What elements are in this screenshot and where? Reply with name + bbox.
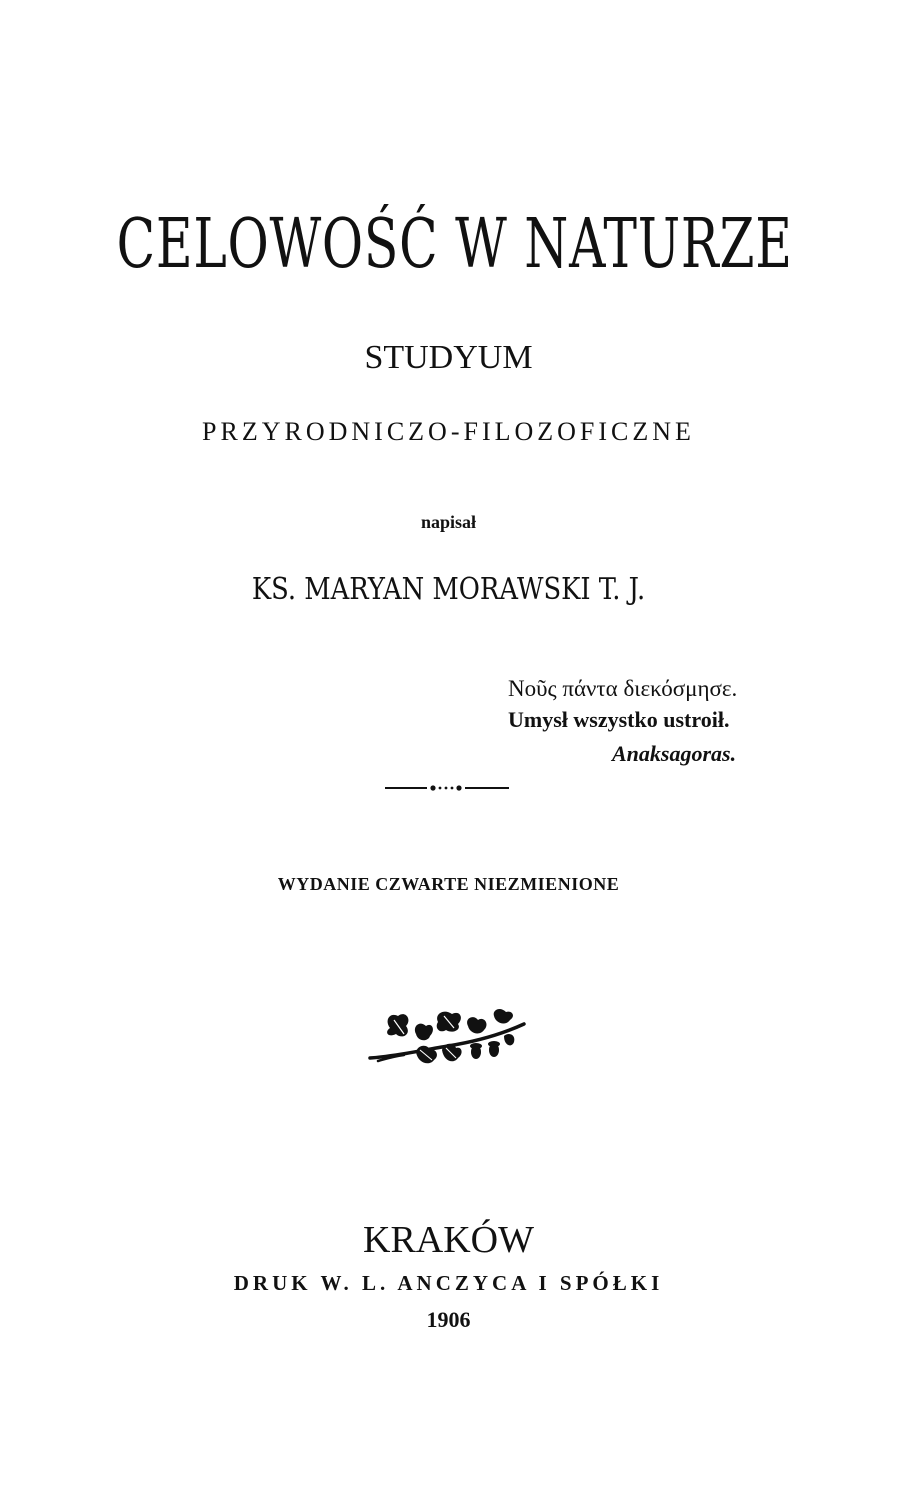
edition-note: WYDANIE CZWARTE NIEZMIENIONE (277, 874, 620, 894)
dotted-rule-divider-icon (383, 778, 511, 798)
epigraph-attribution: Anaksagoras. (612, 741, 737, 766)
page-title: CELOWOŚĆ W NATURZE (116, 205, 793, 284)
byline: napisał (420, 512, 477, 532)
oak-leaf-branch-ornament-icon (368, 1006, 528, 1068)
imprint-city: KRAKÓW (363, 1219, 534, 1261)
author-name: KS. MARYAN MORAWSKI T. J. (251, 572, 646, 607)
epigraph-greek: Νοῦς πάντα διεκόσμησε. (508, 676, 738, 701)
imprint-printer: DRUK W. L. ANCZYCA I SPÓŁKI (233, 1271, 664, 1295)
epigraph-polish: Umysł wszystko ustroił. (508, 707, 730, 732)
subtitle-line-2: PRZYRODNICZO-FILOZOFICZNE (202, 417, 695, 446)
subtitle-line-1: STUDYUM (364, 339, 533, 376)
imprint-year: 1906 (426, 1307, 471, 1332)
